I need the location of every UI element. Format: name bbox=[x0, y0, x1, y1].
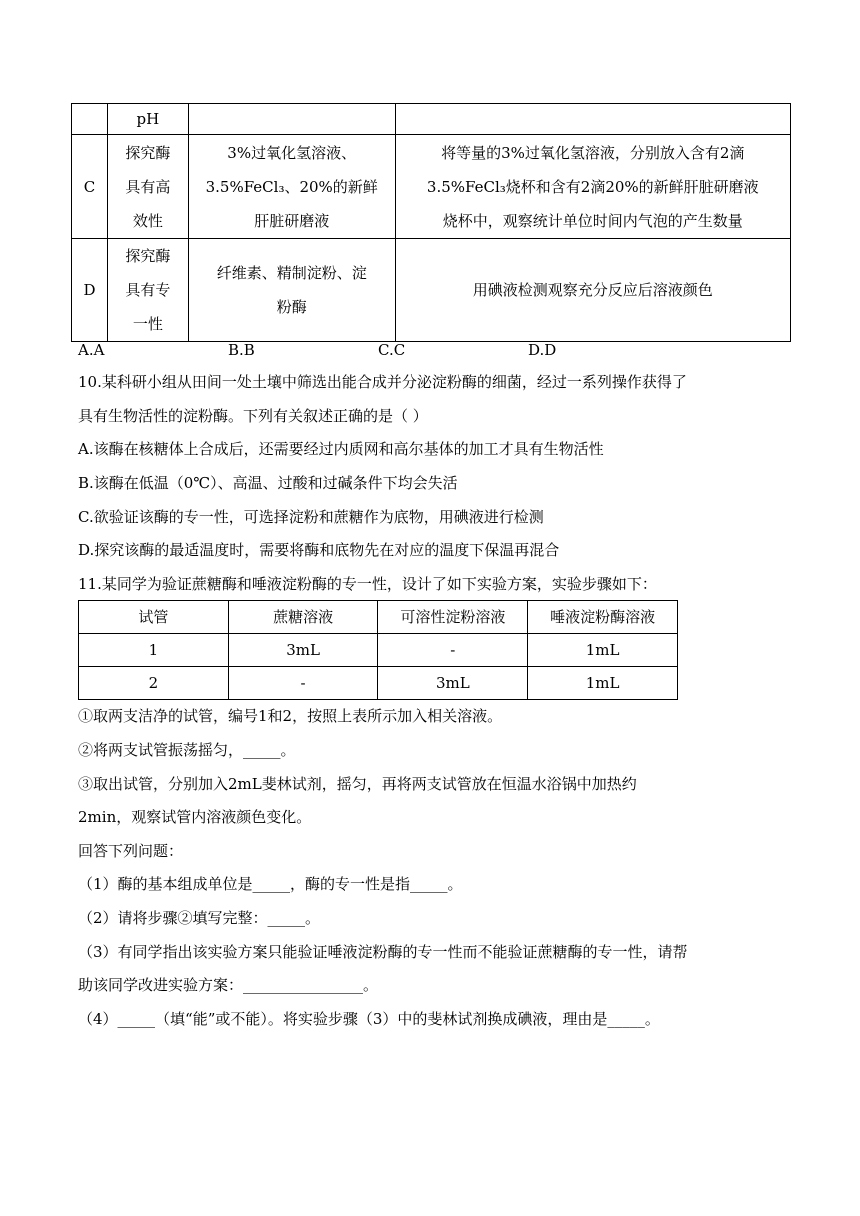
table-cell: 1mL bbox=[528, 667, 678, 700]
q10-option-b[interactable]: B.该酶在低温（0℃）、高温、过酸和过碱条件下均会失活 bbox=[78, 474, 458, 492]
q10-option-d[interactable]: D.探究该酶的最适温度时，需要将酶和底物先在对应的温度下保温再混合 bbox=[78, 541, 560, 559]
q11-table bbox=[78, 600, 678, 700]
q11-step3-line1: ③取出试管，分别加入2mL斐林试剂，摇匀，再将两支试管放在恒温水浴锅中加热约 bbox=[78, 775, 637, 793]
cell-purpose: 探究酶 具有高 效性 bbox=[107, 135, 188, 239]
table-cell: - bbox=[228, 667, 378, 700]
cell-purpose: 探究酶 具有专 一性 bbox=[107, 239, 188, 342]
table-cell: 2 bbox=[79, 667, 229, 700]
option-a[interactable]: A.A bbox=[78, 341, 105, 359]
cell-ph: pH bbox=[107, 104, 188, 135]
experiment-table bbox=[71, 103, 791, 342]
q10-stem-line2: 具有生物活性的淀粉酶。下列有关叙述正确的是（ ） bbox=[78, 407, 428, 425]
q11-step2: ②将两支试管振荡摇匀，_____。 bbox=[78, 741, 296, 759]
table-row bbox=[72, 104, 791, 135]
cell-procedure: 将等量的3%过氧化氢溶液，分别放入含有2滴 3.5%FeCl₃烧杯和含有2滴20%的新鲜肝脏研磨液 烧杯中，观察统计单位时间内气泡的产生数量 bbox=[395, 135, 790, 239]
q10-stem-line1: 10.某科研小组从田间一处土壤中筛选出能合成并分泌淀粉酶的细菌，经过一系列操作获得了 bbox=[78, 373, 687, 391]
row-letter: C bbox=[72, 135, 108, 239]
table-row bbox=[79, 667, 678, 700]
q10-option-a[interactable]: A.该酶在核糖体上合成后，还需要经过内质网和高尔基体的加工才具有生物活性 bbox=[78, 440, 604, 458]
table-cell: - bbox=[378, 634, 528, 667]
q11-step1: ①取两支洁净的试管，编号1和2，按照上表所示加入相关溶液。 bbox=[78, 707, 503, 725]
table-row bbox=[72, 135, 791, 239]
table-cell: 1 bbox=[79, 634, 229, 667]
column-header: 蔗糖溶液 bbox=[228, 601, 378, 634]
q9-options bbox=[78, 340, 638, 360]
column-header: 唾液淀粉酶溶液 bbox=[528, 601, 678, 634]
table-row bbox=[72, 239, 791, 342]
option-d[interactable]: D.D bbox=[528, 341, 557, 359]
cell-procedure: 用碘液检测观察充分反应后溶液颜色 bbox=[395, 239, 790, 342]
cell-materials: 3%过氧化氢溶液、 3.5%FeCl₃、20%的新鲜 肝脏研磨液 bbox=[188, 135, 395, 239]
q11-sub2: （2）请将步骤②填写完整：_____。 bbox=[78, 909, 321, 927]
answer-prompt: 回答下列问题： bbox=[78, 842, 184, 860]
table-row bbox=[79, 634, 678, 667]
option-b[interactable]: B.B bbox=[228, 341, 255, 359]
q11-stem: 11.某同学为验证蔗糖酶和唾液淀粉酶的专一性，设计了如下实验方案，实验步骤如下： bbox=[78, 575, 657, 593]
table-cell: 3mL bbox=[378, 667, 528, 700]
q10-option-c[interactable]: C.欲验证该酶的专一性，可选择淀粉和蔗糖作为底物，用碘液进行检测 bbox=[78, 508, 544, 526]
row-letter: D bbox=[72, 239, 108, 342]
q11-sub4: （4）_____（填“能”或不能）。将实验步骤（3）中的斐林试剂换成碘液，理由是_____。 bbox=[78, 1010, 660, 1028]
q11-step3-line2: 2min，观察试管内溶液颜色变化。 bbox=[78, 808, 312, 826]
column-header: 试管 bbox=[79, 601, 229, 634]
table-header-row bbox=[79, 601, 678, 634]
q11-sub1: （1）酶的基本组成单位是_____，酶的专一性是指_____。 bbox=[78, 875, 463, 893]
option-c[interactable]: C.C bbox=[378, 341, 406, 359]
q11-sub3-line2: 助该同学改进实验方案：________________。 bbox=[78, 976, 379, 994]
table-cell: 3mL bbox=[228, 634, 378, 667]
table-cell: 1mL bbox=[528, 634, 678, 667]
q11-sub3-line1: （3）有同学指出该实验方案只能验证唾液淀粉酶的专一性而不能验证蔗糖酶的专一性，请帮 bbox=[78, 943, 688, 961]
column-header: 可溶性淀粉溶液 bbox=[378, 601, 528, 634]
cell-materials: 纤维素、精制淀粉、淀 粉酶 bbox=[188, 239, 395, 342]
